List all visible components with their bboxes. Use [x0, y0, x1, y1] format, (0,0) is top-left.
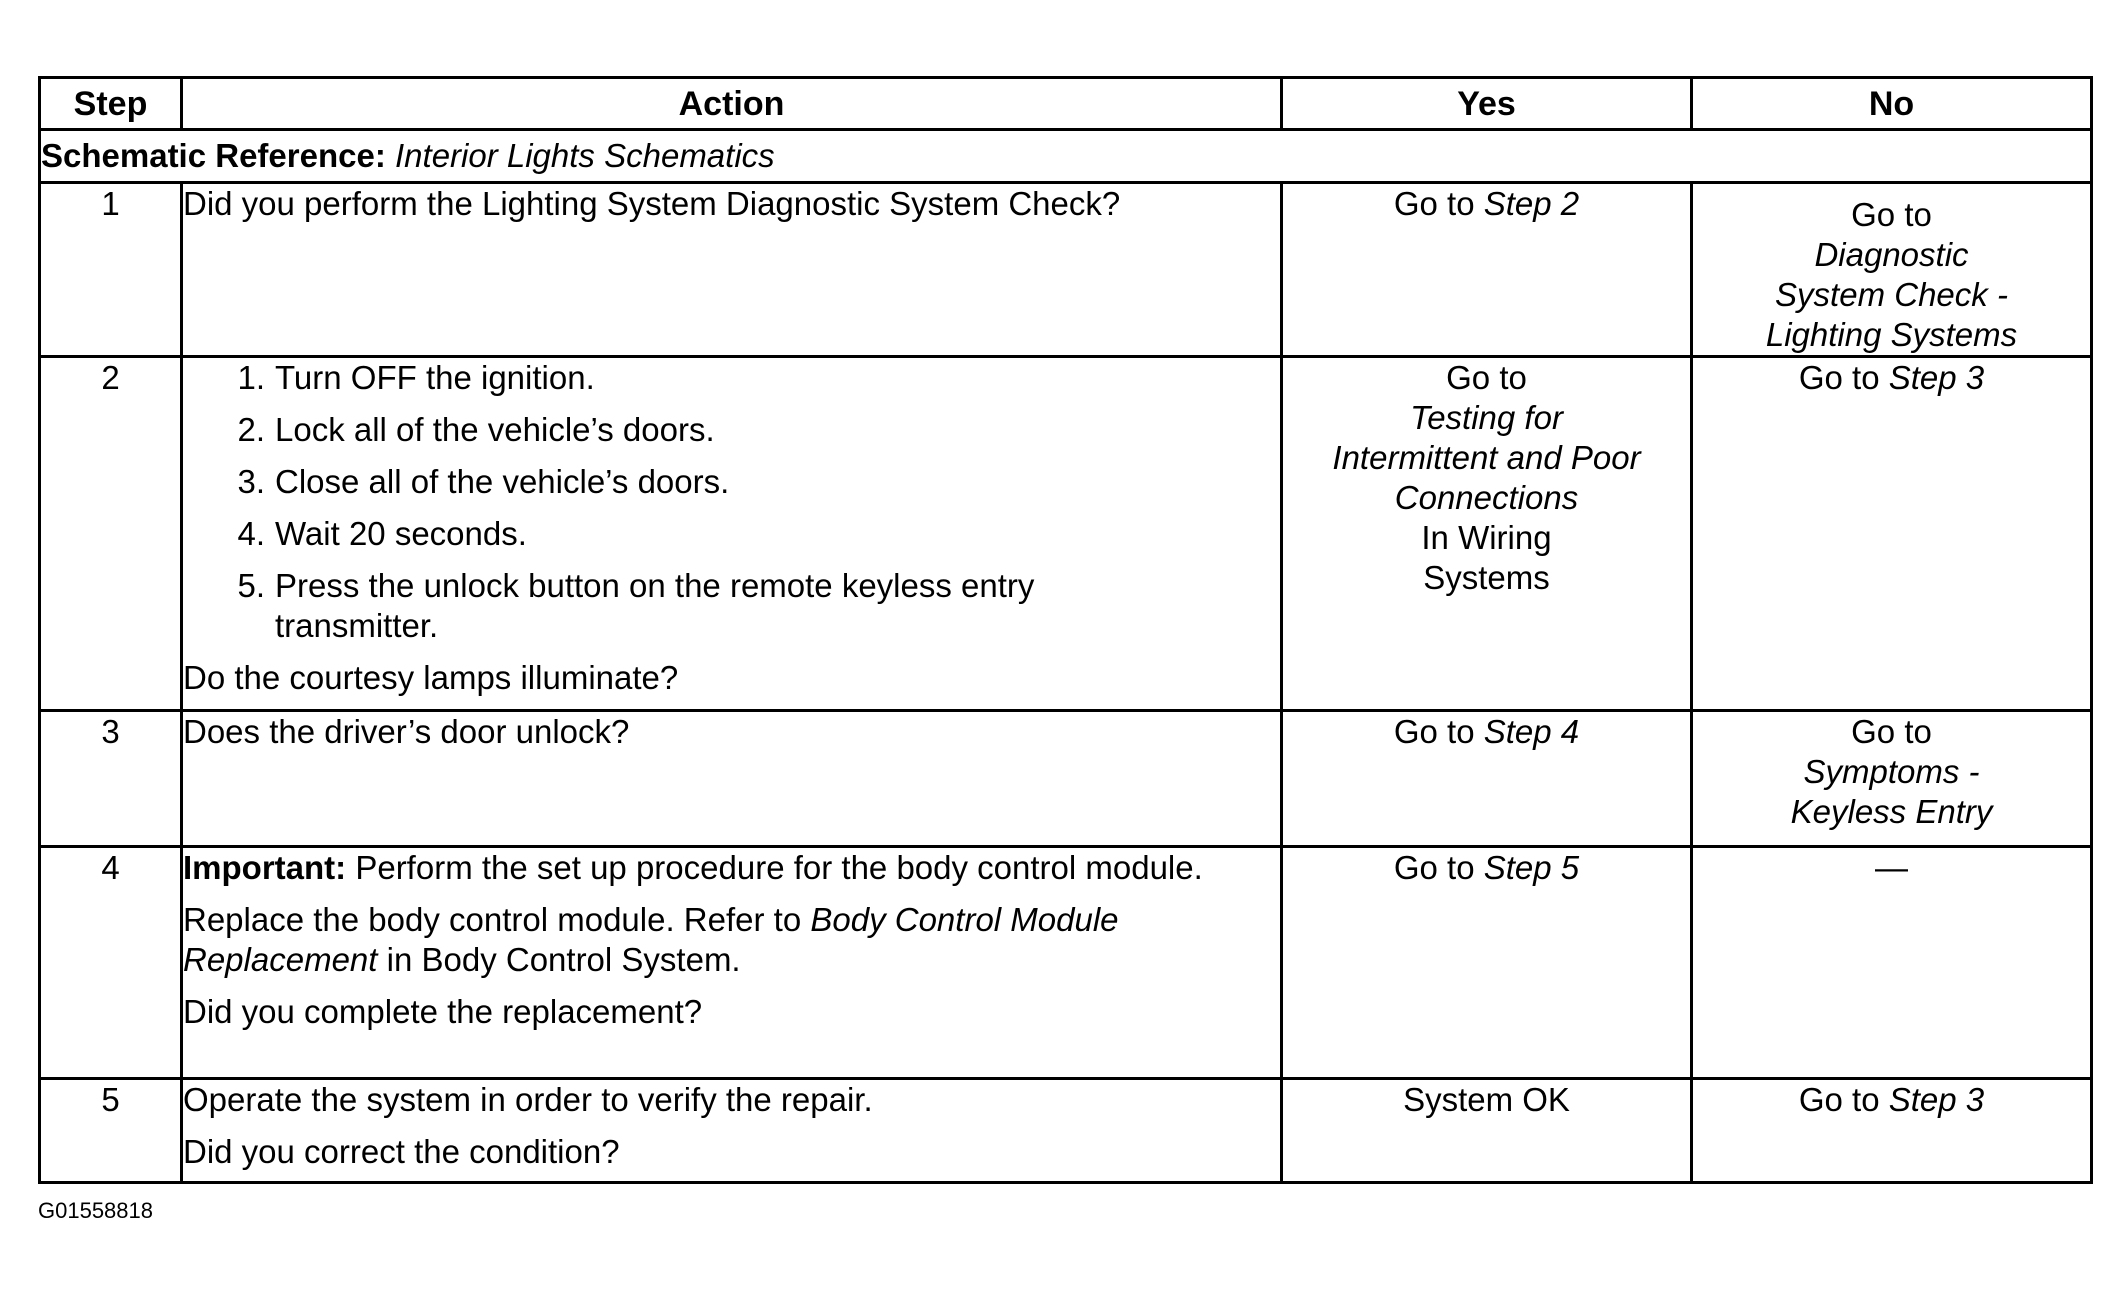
action-cell [182, 183, 1282, 357]
action-cell [182, 1079, 1282, 1183]
important-label: Important: [183, 849, 347, 886]
header-step: Step [40, 78, 182, 130]
action-question: Did you correct the condition? [183, 1133, 620, 1170]
no-link-line-2[interactable]: Keyless Entry [1790, 793, 1993, 830]
action-cell [182, 847, 1282, 1079]
yes-prefix: Go to [1393, 713, 1475, 750]
action-text: Operate the system in order to verify the repair. [183, 1081, 873, 1118]
step-number: 4 [40, 847, 182, 1079]
no-cell [1692, 183, 2092, 357]
yes-link[interactable]: Step 2 [1483, 185, 1580, 222]
list-item: 4. Wait 20 seconds. [237, 515, 527, 552]
list-item: 1. Turn OFF the ignition. [237, 359, 595, 396]
yes-cell: System OK [1282, 1079, 1692, 1183]
important-text: Perform the set up procedure for the body control module. [355, 849, 1203, 886]
replace-link[interactable]: Body Control Module Replacement [183, 901, 1119, 978]
no-prefix: Go to [1798, 359, 1880, 396]
diagnostic-table [38, 76, 2093, 1184]
action-text: Did you perform the Lighting System Diagnostic System Check? [183, 185, 1121, 222]
no-link-line-1[interactable]: Symptoms - [1803, 753, 1980, 790]
no-link[interactable]: Step 3 [1888, 1081, 1985, 1118]
table-row-step-2 [40, 357, 2092, 711]
no-cell: — [1692, 847, 2092, 1079]
document-id: G01558818 [38, 1198, 153, 1223]
yes-prefix: Go to [1393, 849, 1475, 886]
no-link-line-2[interactable]: System Check - [1775, 276, 2008, 313]
table-row-step-3 [40, 711, 2092, 847]
action-text: Does the driver’s door unlock? [183, 713, 630, 750]
schematic-link[interactable]: Interior Lights Schematics [395, 137, 775, 174]
step-number: 5 [40, 1079, 182, 1183]
yes-cell [1282, 847, 1692, 1079]
schematic-reference [40, 130, 2092, 183]
action-question: Did you complete the replacement? [183, 993, 703, 1030]
list-item: 3. Close all of the vehicle’s doors. [237, 463, 730, 500]
no-prefix: Go to [1851, 713, 1932, 750]
yes-link[interactable]: Step 4 [1483, 713, 1580, 750]
replace-instruction: Replace the body control module. Refer to Body Control Module Replacement in Body Control System. [183, 901, 1119, 978]
yes-link[interactable]: Step 5 [1483, 849, 1580, 886]
step-number: 1 [40, 183, 182, 357]
yes-cell [1282, 357, 1692, 711]
yes-link-line-1[interactable]: Testing for [1410, 399, 1563, 436]
table-row-step-1 [40, 183, 2092, 357]
yes-prefix: Go to [1393, 185, 1475, 222]
no-link-line-1[interactable]: Diagnostic [1814, 236, 1969, 273]
schematic-label: Schematic Reference: [41, 137, 386, 174]
header-action: Action [182, 78, 1282, 130]
no-cell [1692, 357, 2092, 711]
yes-cell [1282, 711, 1692, 847]
step-number: 3 [40, 711, 182, 847]
no-prefix: Go to [1798, 1081, 1880, 1118]
header-yes: Yes [1282, 78, 1692, 130]
action-cell [182, 357, 1282, 711]
yes-suffix-line-2: Systems [1423, 559, 1550, 596]
procedure-list [183, 358, 1280, 646]
action-question: Do the courtesy lamps illuminate? [183, 659, 679, 696]
yes-suffix-line-1: In Wiring [1421, 519, 1552, 556]
no-link[interactable]: Step 3 [1888, 359, 1985, 396]
no-cell [1692, 1079, 2092, 1183]
table-row-step-5 [40, 1079, 2092, 1183]
header-row [40, 78, 2092, 130]
no-link-line-3[interactable]: Lighting Systems [1765, 316, 2018, 353]
yes-link-line-2[interactable]: Intermittent and Poor [1332, 439, 1641, 476]
header-no: No [1692, 78, 2092, 130]
list-item: 2. Lock all of the vehicle’s doors. [237, 411, 715, 448]
yes-prefix: Go to [1446, 359, 1527, 396]
action-cell [182, 711, 1282, 847]
no-cell [1692, 711, 2092, 847]
table-row-step-4 [40, 847, 2092, 1079]
yes-link-line-3[interactable]: Connections [1394, 479, 1579, 516]
no-prefix: Go to [1851, 196, 1932, 233]
list-item: 5. Press the unlock button on the remote keyless entry transmitter. [237, 567, 1035, 644]
yes-cell [1282, 183, 1692, 357]
important-note [183, 848, 1280, 888]
schematic-row [40, 130, 2092, 183]
step-number: 2 [40, 357, 182, 711]
